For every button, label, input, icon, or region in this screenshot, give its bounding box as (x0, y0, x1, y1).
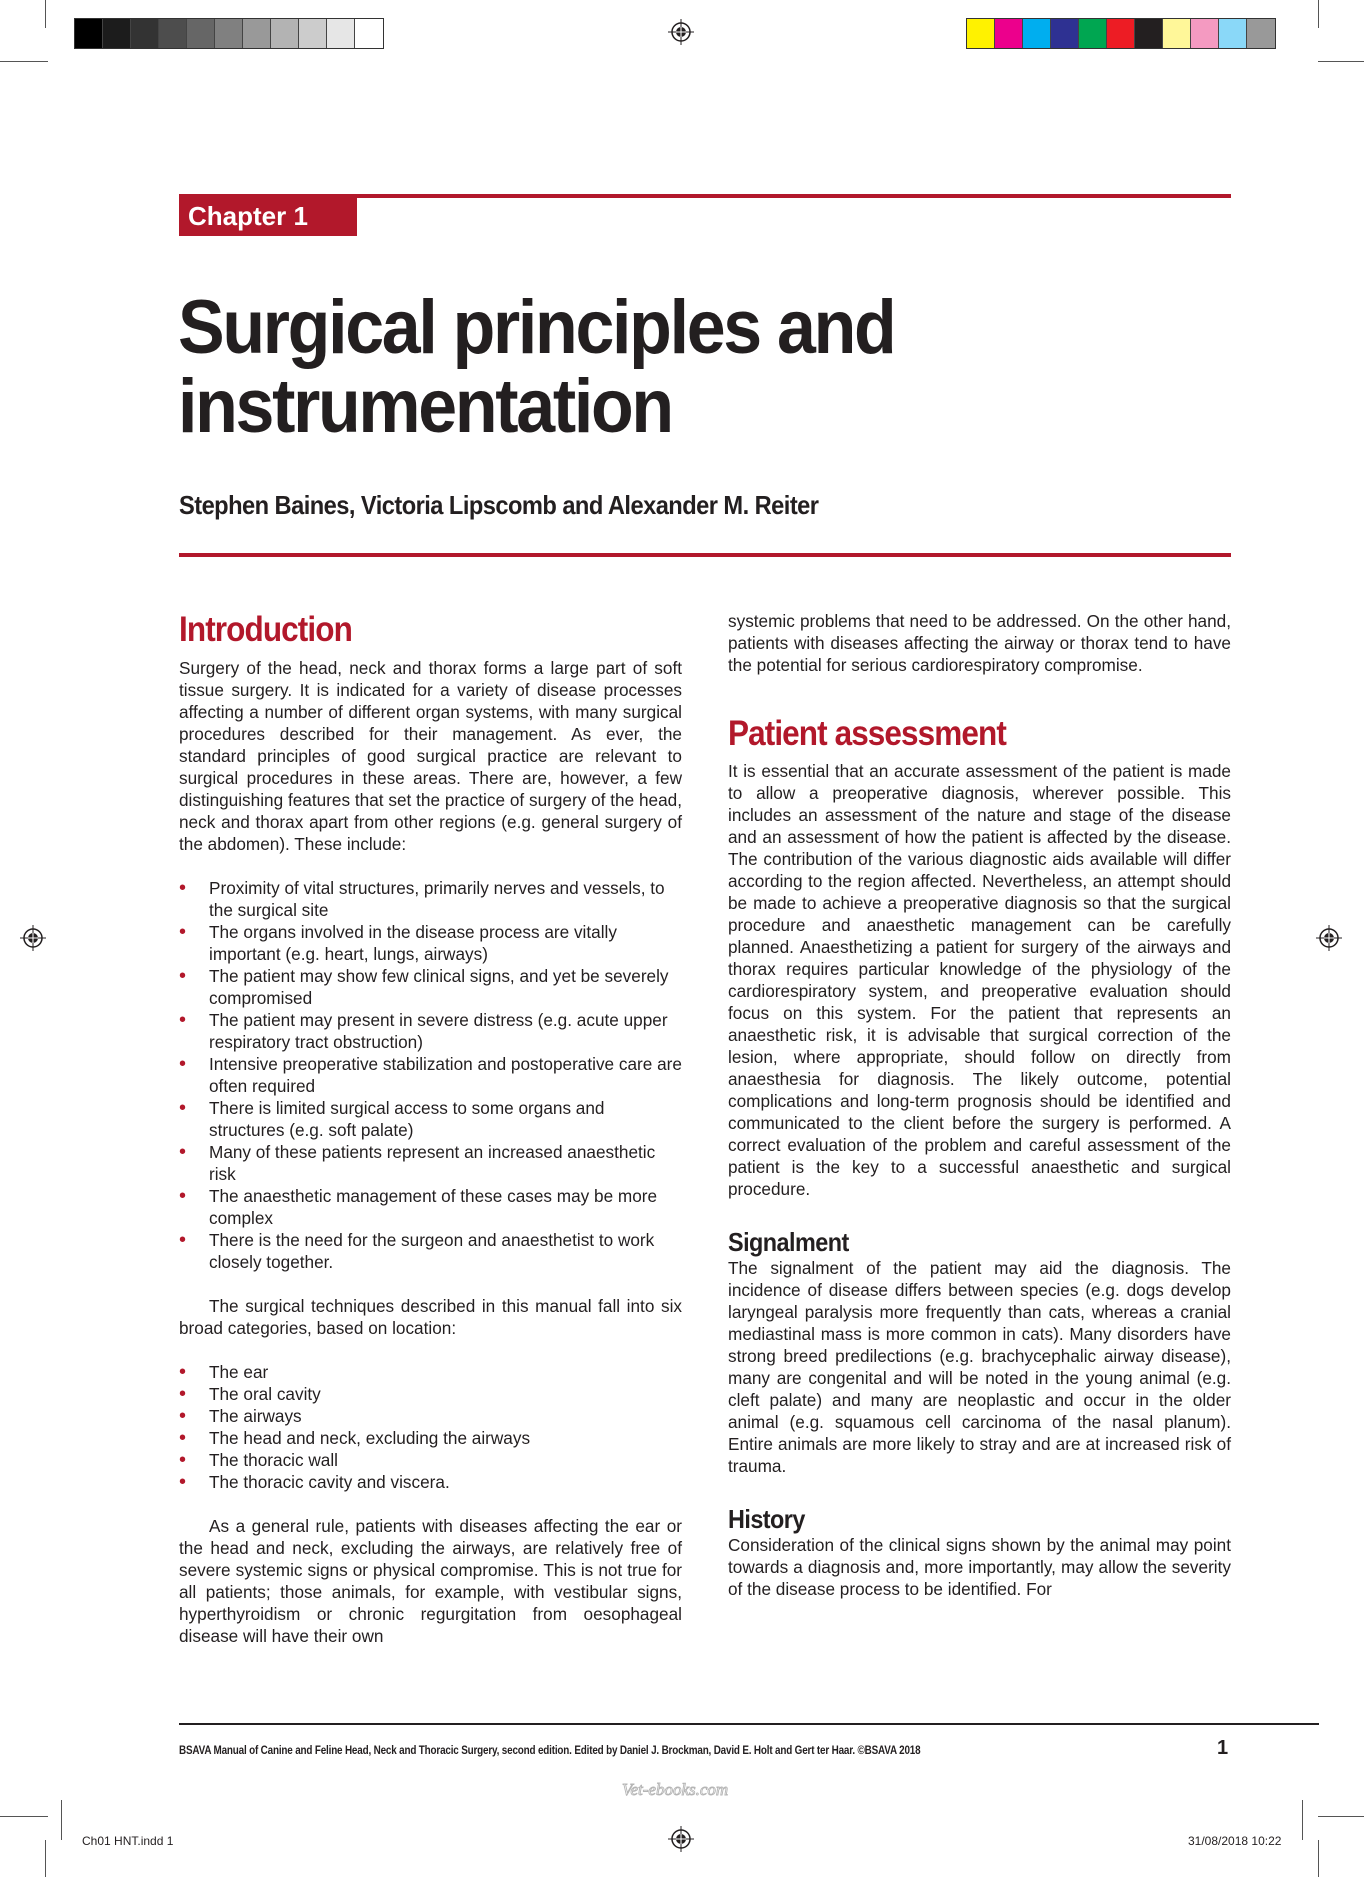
color-swatch (159, 19, 187, 48)
registration-mark-icon (668, 19, 694, 45)
color-swatch (1023, 19, 1051, 48)
list-item: • The oral cavity (179, 1383, 682, 1405)
crop-mark (45, 1840, 46, 1877)
list-item: • Many of these patients represent an increased anaesthetic risk (179, 1141, 682, 1185)
color-swatch (327, 19, 355, 48)
categories-list (179, 1361, 682, 1493)
color-swatch (995, 19, 1023, 48)
paragraph: As a general rule, patients with diseases affecting the ear or the head and neck, excluding the airways, are relatively free of severe systemic signs or physical compromise. This is not true for all patients; those animals, for example, with vestibular signs, hyperthyroidism or chronic regurgitation from oesophageal disease will have their own (179, 1516, 682, 1646)
watermark-text: Vet-ebooks.com (622, 1780, 729, 1799)
color-swatch (967, 19, 995, 48)
crop-mark (0, 61, 48, 62)
list-item: • The thoracic wall (179, 1449, 682, 1471)
section-heading: Patient assessment (728, 714, 1006, 753)
slug-filename: Ch01 HNT.indd 1 (82, 1834, 174, 1848)
authors: Stephen Baines, Victoria Lipscomb and Alexander M. Reiter (179, 490, 819, 520)
color-swatch (299, 19, 327, 48)
footer-citation: BSAVA Manual of Canine and Feline Head, Neck and Thoracic Surgery, second edition. Edited by Daniel J. Brockman, David E. Holt and Gert ter Haar. ©BSAVA 2018 (179, 1745, 921, 1757)
color-swatch (1051, 19, 1079, 48)
header-rule (179, 553, 1231, 557)
color-swatch (1219, 19, 1247, 48)
color-swatch (75, 19, 103, 48)
color-swatch (1079, 19, 1107, 48)
crop-mark (1318, 0, 1319, 28)
registration-mark-icon (20, 925, 46, 951)
watermark (620, 1777, 740, 1803)
color-swatch (215, 19, 243, 48)
chapter-title-line: instrumentation (178, 364, 672, 449)
chapter-title (178, 285, 1006, 449)
registration-mark-icon (668, 1826, 694, 1852)
color-swatch (1191, 19, 1219, 48)
grayscale-swatch-strip (74, 18, 384, 49)
paragraph: Consideration of the clinical signs shown by the animal may point towards a diagnosis and, more importantly, may allow the severity of the disease process to be identified. For (728, 1535, 1231, 1599)
color-swatch (131, 19, 159, 48)
registration-mark-icon (1316, 925, 1342, 951)
footer-rule (179, 1723, 1319, 1725)
list-item: • The thoracic cavity and viscera. (179, 1471, 682, 1493)
paragraph: The signalment of the patient may aid the diagnosis. The incidence of disease differs between species (e.g. dogs develop laryngeal paralysis more frequently than cats, whereas a cranial mediastinal mass is more common in cats). Many disorders have strong breed predilections (e.g. brachycephalic airway disease), many are congenital and will be noted in the young animal (e.g. cleft palate) and many are neoplastic and occur in the older animal (e.g. squamous cell carcinoma of the nasal planum). Entire animals are more likely to stray and are at increased risk of trauma. (728, 1258, 1231, 1476)
list-item: • Proximity of vital structures, primarily nerves and vessels, to the surgical site (179, 877, 682, 921)
color-swatch (1135, 19, 1163, 48)
chapter-label: Chapter 1 (179, 197, 357, 236)
color-swatch (1107, 19, 1135, 48)
right-column (728, 610, 1231, 1600)
crop-mark (45, 0, 46, 28)
slug-timestamp: 31/08/2018 10:22 (1188, 1834, 1282, 1848)
list-item: • Intensive preoperative stabilization and postoperative care are often required (179, 1053, 682, 1097)
list-item: • There is the need for the surgeon and anaesthetist to work closely together. (179, 1229, 682, 1273)
color-swatch (1247, 19, 1275, 48)
color-swatch (187, 19, 215, 48)
color-swatch (243, 19, 271, 48)
crop-mark (61, 1800, 62, 1840)
subsection-heading: Signalment (728, 1227, 849, 1257)
chapter-title-line: Surgical principles and (178, 285, 895, 370)
list-item: • There is limited surgical access to some organs and structures (e.g. soft palate) (179, 1097, 682, 1141)
list-item: • The patient may show few clinical signs, and yet be severely compromised (179, 965, 682, 1009)
page-number: 1 (1217, 1737, 1229, 1759)
crop-mark (1318, 1840, 1319, 1877)
features-list (179, 877, 682, 1273)
list-item: • The anaesthetic management of these cases may be more complex (179, 1185, 682, 1229)
crop-mark (1302, 1800, 1303, 1840)
color-swatch (103, 19, 131, 48)
paragraph: Surgery of the head, neck and thorax forms a large part of soft tissue surgery. It is indicated for a variety of disease processes affecting a number of different organ systems, with many surgical procedures described for their management. As ever, the standard principles of good surgical practice are relevant to surgical procedures in these areas. There are, however, a few distinguishing features that set the practice of surgery of the head, neck and thorax apart from other regions (e.g. general surgery of the abdomen). These include: (179, 658, 682, 854)
crop-mark (1318, 61, 1364, 62)
paragraph: The surgical techniques described in this manual fall into six broad categories, based on location: (179, 1296, 682, 1338)
color-swatch (271, 19, 299, 48)
color-swatch-strip (966, 18, 1276, 49)
list-item: • The ear (179, 1361, 682, 1383)
paragraph: It is essential that an accurate assessment of the patient is made to allow a preoperative diagnosis, wherever possible. This includes an assessment of the nature and stage of the disease and an assessment of how the patient is affected by the disease. The contribution of the various diagnostic aids available will differ according to the region affected. Nevertheless, an attempt should be made to achieve a preoperative diagnosis so that the surgical procedure and anaesthetic management can be carefully planned. Anaesthetizing a patient for surgery of the airways and thorax requires particular knowledge of the physiology of the cardiorespiratory system, and preoperative evaluation should focus on this system. For the patient that represents an anaesthetic risk, it is advisable that surgical correction of the lesion, where appropriate, should follow on directly from anaesthesia for diagnosis. The likely outcome, potential complications and long-term prognosis should be identified and communicated to the client before the surgery is performed. A correct evaluation of the problem and careful assessment of the patient is the key to a successful anaesthetic and surgical procedure. (728, 761, 1231, 1199)
list-item: • The patient may present in severe distress (e.g. acute upper respiratory tract obstruction) (179, 1009, 682, 1053)
subsection-heading: History (728, 1504, 805, 1534)
left-column (179, 610, 682, 1647)
list-item: • The head and neck, excluding the airways (179, 1427, 682, 1449)
list-item: • The organs involved in the disease process are vitally important (e.g. heart, lungs, airways) (179, 921, 682, 965)
paragraph: systemic problems that need to be addressed. On the other hand, patients with diseases affecting the airway or thorax tend to have the potential for serious cardiorespiratory compromise. (728, 611, 1231, 675)
color-swatch (1163, 19, 1191, 48)
crop-mark (1318, 1816, 1364, 1817)
list-item: • The airways (179, 1405, 682, 1427)
section-heading: Introduction (179, 610, 352, 649)
color-swatch (355, 19, 383, 48)
crop-mark (0, 1816, 48, 1817)
